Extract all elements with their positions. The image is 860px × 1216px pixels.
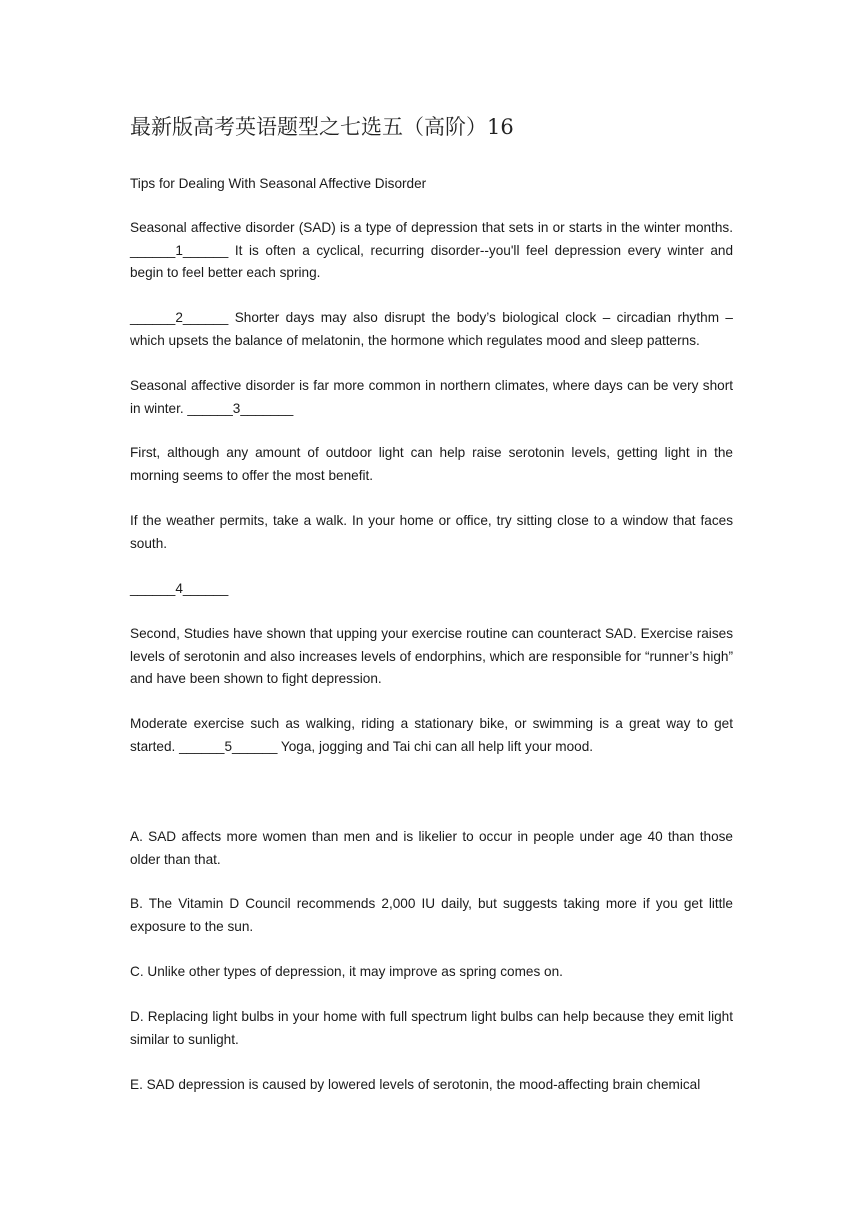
option-e: E. SAD depression is caused by lowered levels of serotonin, the mood-affecting brain chemical xyxy=(130,1077,701,1092)
passage-heading: Tips for Dealing With Seasonal Affective Disorder xyxy=(130,176,427,191)
passage-paragraph-6: Second, Studies have shown that upping your exercise routine can counteract SAD. Exercise raises levels of serotonin and also increases levels of endorphins, which are responsible for “runner’s high” and have been shown to fight depression. xyxy=(130,626,733,686)
passage-paragraph-3: Seasonal affective disorder is far more common in northern climates, where days can be very short in winter. ______3_______ xyxy=(130,378,733,416)
option-d: D. Replacing light bulbs in your home with full spectrum light bulbs can help because they emit light similar to sunlight. xyxy=(130,1009,733,1047)
passage-blank-4: ______4______ xyxy=(130,581,229,596)
passage-paragraph-5: If the weather permits, take a walk. In your home or office, try sitting close to a window that faces south. xyxy=(130,513,733,551)
passage-paragraph-4: First, although any amount of outdoor light can help raise serotonin levels, getting light in the morning seems to offer the most benefit. xyxy=(130,445,733,483)
passage-paragraph-2: ______2______ Shorter days may also disrupt the body’s biological clock – circadian rhythm – which upsets the balance of melatonin, the hormone which regulates mood and sleep patterns. xyxy=(130,310,733,348)
document-title: 最新版高考英语题型之七选五（高阶）16 xyxy=(130,115,514,139)
option-c: C. Unlike other types of depression, it may improve as spring comes on. xyxy=(130,964,563,979)
option-b: B. The Vitamin D Council recommends 2,000 IU daily, but suggests taking more if you get little exposure to the sun. xyxy=(130,896,733,934)
passage-paragraph-7: Moderate exercise such as walking, riding a stationary bike, or swimming is a great way to get started. ______5______ Yoga, jogging and Tai chi can all help lift your mood. xyxy=(130,716,733,754)
option-a: A. SAD affects more women than men and is likelier to occur in people under age 40 than those older than that. xyxy=(130,829,733,867)
passage-paragraph-1: Seasonal affective disorder (SAD) is a type of depression that sets in or starts in the winter months. ______1______ It is often a cyclical, recurring disorder--you'll feel depression every winter and begin to feel better each spring. xyxy=(130,220,733,280)
